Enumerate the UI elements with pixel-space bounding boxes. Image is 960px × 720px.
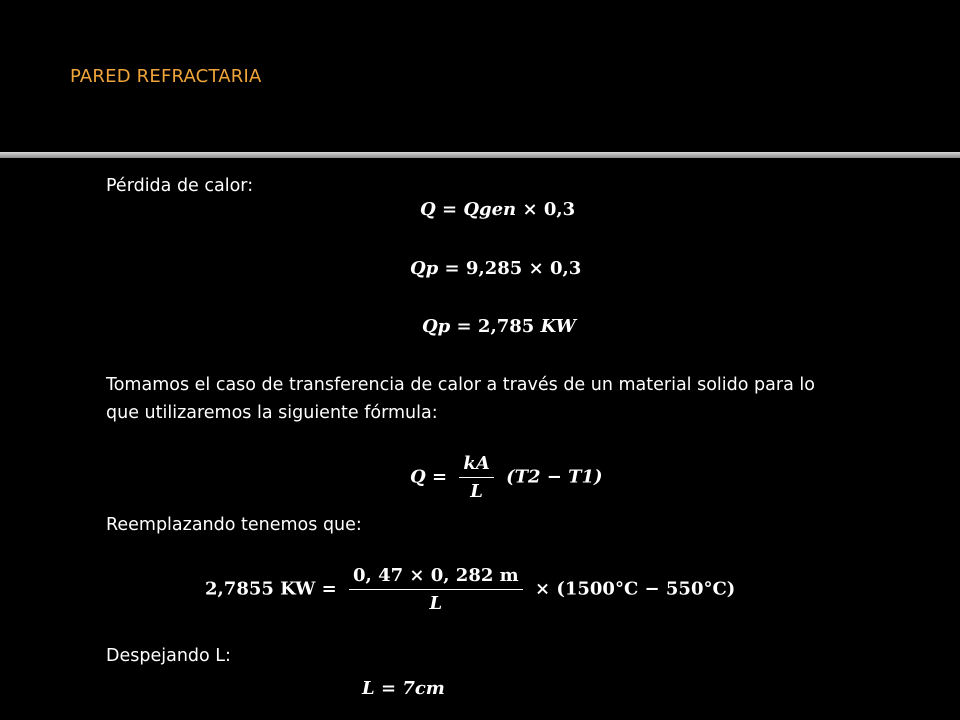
equation-conduction-formula: [410, 453, 603, 502]
title-divider: [0, 152, 960, 158]
heat-loss-label: Pérdida de calor:: [106, 176, 254, 196]
formula-rhs: (T2 − T1): [506, 466, 603, 488]
eq2-value: 9,285: [465, 258, 523, 279]
substitution-fraction: [349, 565, 523, 614]
eq2-factor: 0,3: [549, 258, 582, 279]
title-bar: [0, 0, 960, 152]
equation-result: [362, 678, 445, 699]
substitution-rhs: × (1500°C − 550°C): [534, 578, 736, 600]
eq3-equals: =: [456, 316, 472, 337]
eq3-value: 2,785: [477, 316, 535, 337]
eq2-times: ×: [528, 258, 544, 279]
eq1-lhs: Q: [420, 199, 436, 220]
eq1-times: ×: [522, 199, 538, 220]
paragraph-line-1: Tomamos el caso de transferencia de calor a través de un material solido para lo: [106, 375, 815, 395]
eq2-lhs: Qp: [410, 258, 439, 279]
substitution-lhs: 2,7855 KW: [205, 578, 316, 600]
eq1-equals: =: [441, 199, 458, 220]
substitution-equals: =: [321, 578, 337, 600]
substitution-denominator: L: [429, 593, 443, 614]
eq1-rhs-var: Qgen: [463, 199, 517, 220]
formula-equals: =: [431, 466, 448, 488]
formula-denominator: L: [470, 481, 483, 502]
replace-label: Reemplazando tenemos que:: [106, 515, 362, 535]
formula-lhs: Q: [410, 466, 426, 488]
result-lhs: L: [362, 678, 375, 699]
eq3-lhs: Qp: [422, 316, 451, 337]
formula-numerator: kA: [459, 453, 493, 478]
result-equals: =: [380, 678, 397, 699]
paragraph-line-2: que utilizaremos la siguiente fórmula:: [106, 403, 438, 423]
equation-qp-result: [422, 316, 576, 337]
substitution-numerator: 0, 47 × 0, 282 m: [349, 565, 523, 590]
eq3-unit: KW: [540, 316, 576, 337]
result-value: 7cm: [402, 678, 445, 699]
eq1-factor: 0,3: [543, 199, 576, 220]
eq2-equals: =: [444, 258, 460, 279]
equation-heat-loss: [420, 199, 575, 220]
solve-label: Despejando L:: [106, 646, 231, 666]
formula-fraction: [459, 453, 493, 502]
equation-qp-product: [410, 258, 581, 279]
slide-title: PARED REFRACTARIA: [70, 66, 262, 87]
equation-substitution: [205, 565, 735, 614]
